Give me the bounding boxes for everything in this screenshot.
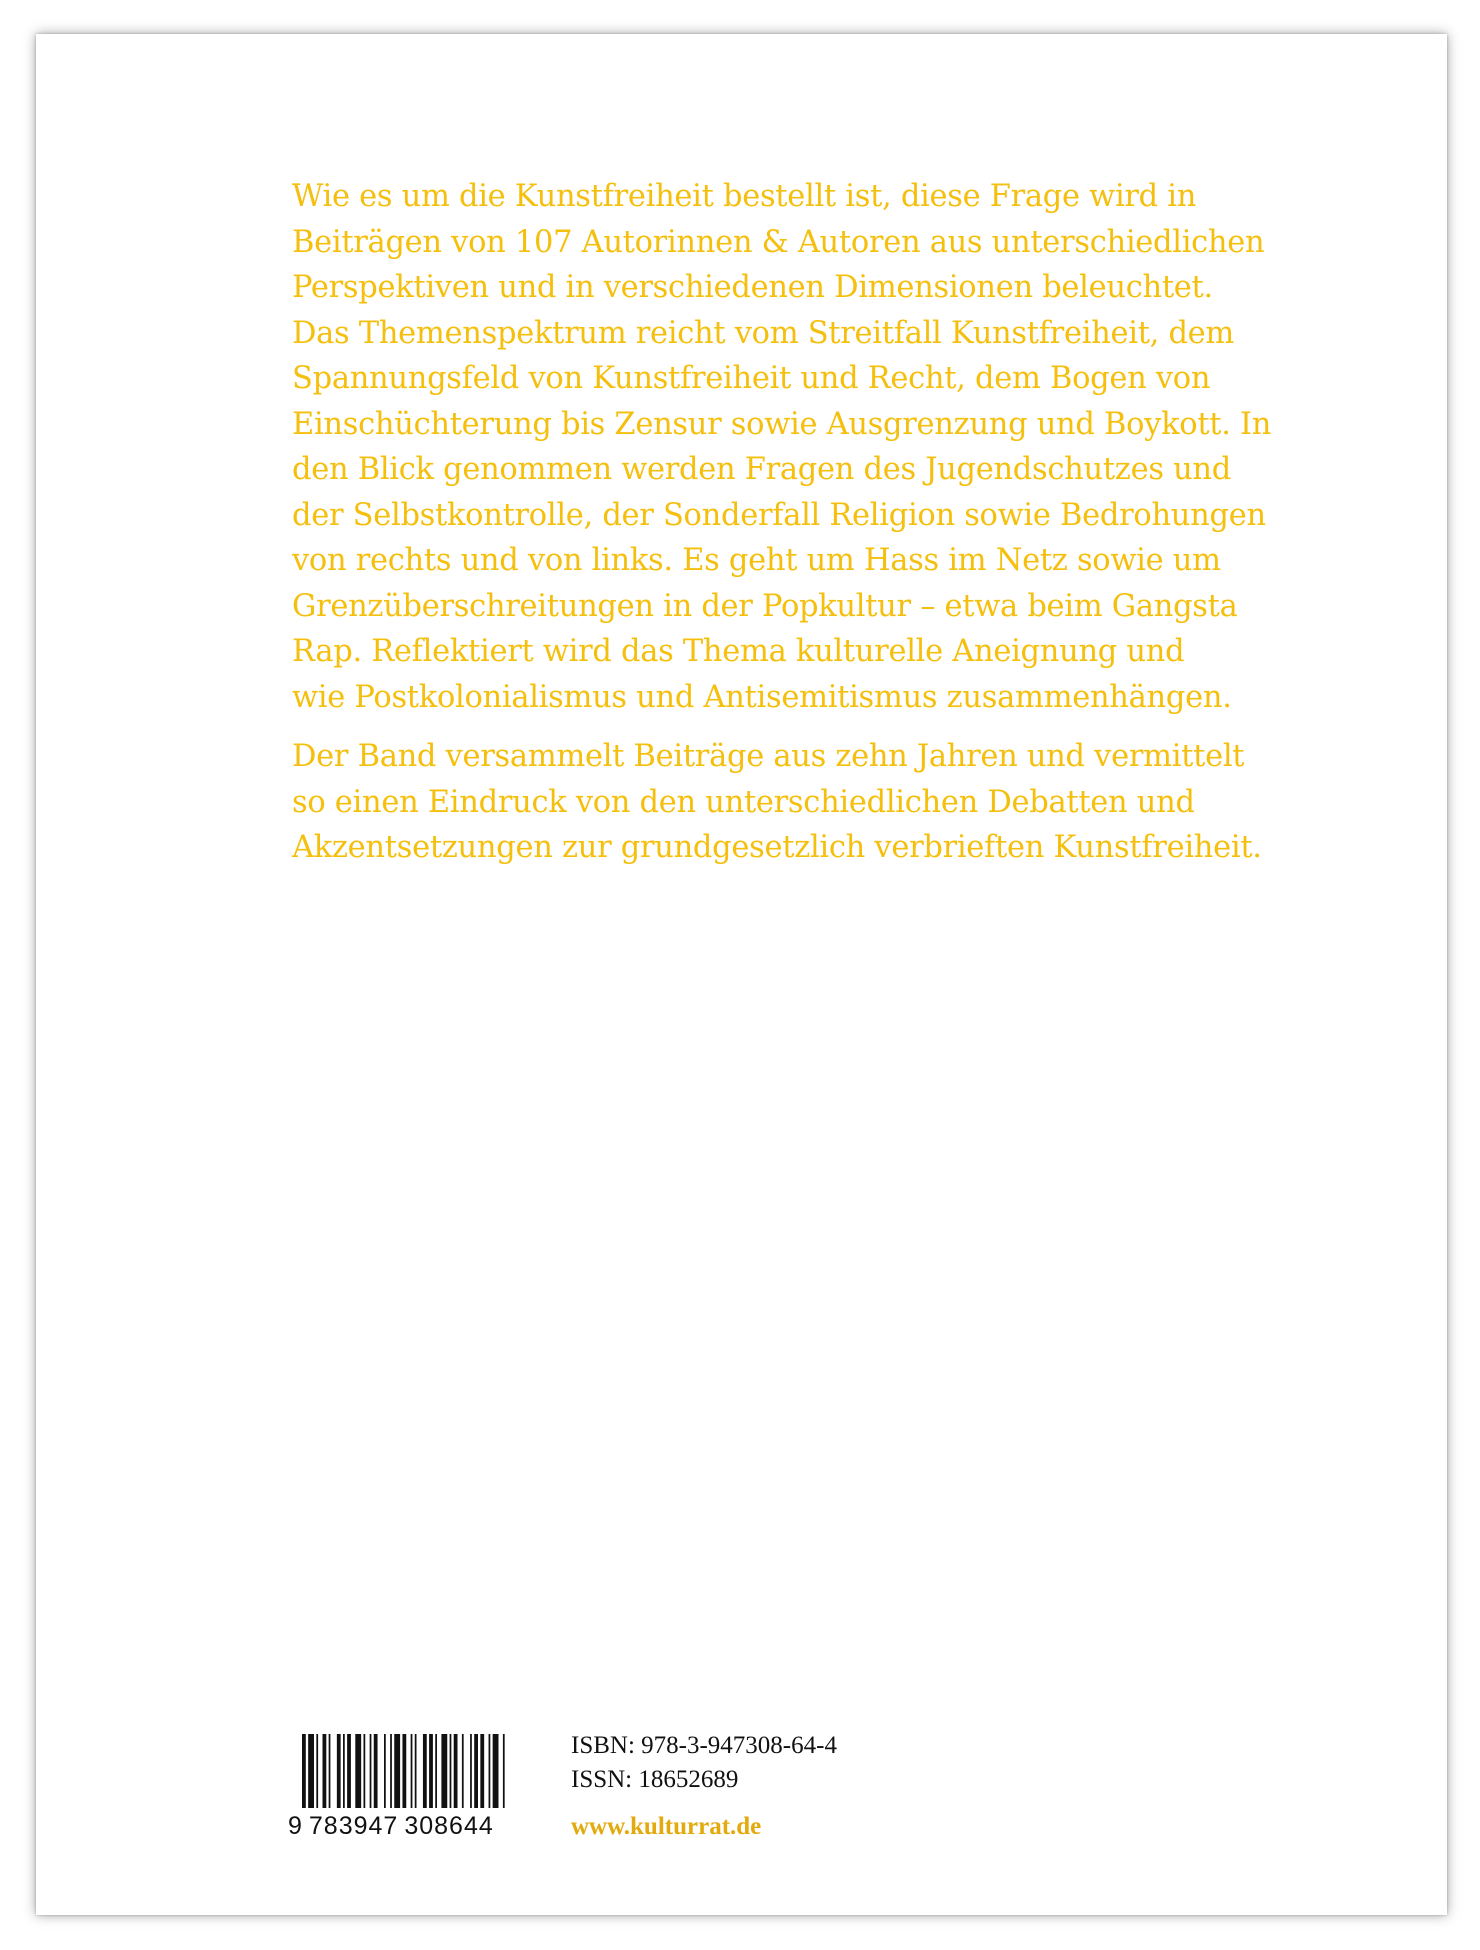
blurb-line: Das Themenspektrum reicht vom Streitfall Kunstfreiheit, dem	[292, 315, 1235, 351]
barcode-bar	[441, 1734, 447, 1808]
barcode-bar	[384, 1734, 386, 1808]
barcode-digits	[288, 1812, 518, 1841]
barcode-bar	[323, 1734, 327, 1808]
blurb-line: Grenzüberschreitungen in der Popkultur – etwa beim Gangsta	[292, 588, 1238, 624]
barcode-bar	[454, 1734, 458, 1808]
blurb-line: Der Band versammelt Beiträge aus zehn Jahren und vermittelt	[292, 739, 1245, 774]
barcode-digit-group-1: 783947	[308, 1812, 399, 1840]
barcode-bar	[329, 1734, 331, 1808]
blurb-line: wie Postkolonialismus und Antisemitismus zusammenhängen.	[292, 679, 1232, 715]
barcode-bar	[302, 1734, 306, 1808]
book-back-cover	[36, 34, 1447, 1915]
barcode-bar	[503, 1734, 505, 1808]
barcode-bar	[308, 1734, 314, 1808]
barcode-bar	[435, 1734, 437, 1808]
blurb-line: so einen Eindruck von den unterschiedlichen Debatten und	[292, 784, 1195, 820]
blurb-paragraph-1	[292, 174, 1292, 720]
barcode-bar	[337, 1734, 341, 1808]
blurb-line: Wie es um die Kunstfreiheit bestellt ist, diese Frage wird in	[292, 179, 1197, 214]
barcode-bar	[355, 1734, 361, 1808]
blurb-line: von rechts und von links. Es geht um Hass im Netz sowie um	[292, 543, 1221, 578]
barcode-bar	[394, 1734, 400, 1808]
blurb-line: Einschüchterung bis Zensur sowie Ausgrenzung und Boykott. In	[292, 406, 1272, 442]
barcode-bar	[316, 1734, 318, 1808]
barcode-bar	[493, 1734, 499, 1808]
barcode-bar	[402, 1734, 406, 1808]
barcode-digit-group-2: 308644	[404, 1812, 494, 1840]
blurb-line: Spannungsfeld von Kunstfreiheit und Recht, dem Bogen von	[292, 361, 1211, 396]
blurb-line: Akzentsetzungen zur grundgesetzlich verbrieften Kunstfreiheit.	[292, 830, 1262, 865]
identifier-block	[571, 1729, 837, 1797]
barcode-bars	[302, 1734, 514, 1812]
barcode-bar	[470, 1734, 472, 1808]
blurb-line: Rap. Reflektiert wird das Thema kulturelle Aneignung und	[292, 634, 1185, 669]
blurb-line: den Blick genommen werden Fragen des Jugendschutzes und	[292, 452, 1231, 487]
barcode-bar	[411, 1734, 413, 1808]
barcode-bar	[450, 1734, 452, 1808]
isbn-text: ISBN: 978-3-947308-64-4	[571, 1732, 837, 1759]
website-link[interactable]: www.kulturrat.de	[571, 1813, 762, 1840]
barcode-bar	[462, 1734, 464, 1808]
barcode-bar	[374, 1734, 378, 1808]
barcode-lead-digit: 9	[288, 1812, 303, 1840]
barcode-bar	[423, 1734, 427, 1808]
barcode-bar	[347, 1734, 351, 1808]
isbn-barcode	[288, 1734, 518, 1844]
barcode-bar	[474, 1734, 478, 1808]
blurb-line: der Selbstkontrolle, der Sonderfall Religion sowie Bedrohungen	[292, 497, 1266, 533]
barcode-bar	[429, 1734, 433, 1808]
barcode-bar	[343, 1734, 345, 1808]
barcode-bar	[364, 1734, 366, 1808]
barcode-bar	[415, 1734, 417, 1808]
barcode-bar	[480, 1734, 484, 1808]
barcode-bar	[390, 1734, 392, 1808]
barcode-bar	[489, 1734, 491, 1808]
blurb-line: Beiträgen von 107 Autorinnen & Autoren aus unterschiedlichen	[292, 224, 1265, 260]
blurb-line: Perspektiven und in verschiedenen Dimensionen beleuchtet.	[292, 270, 1213, 305]
blurb-paragraph-2	[292, 734, 1292, 871]
barcode-bar	[370, 1734, 372, 1808]
issn-text: ISSN: 18652689	[571, 1766, 739, 1793]
cover-blurb	[292, 174, 1292, 871]
